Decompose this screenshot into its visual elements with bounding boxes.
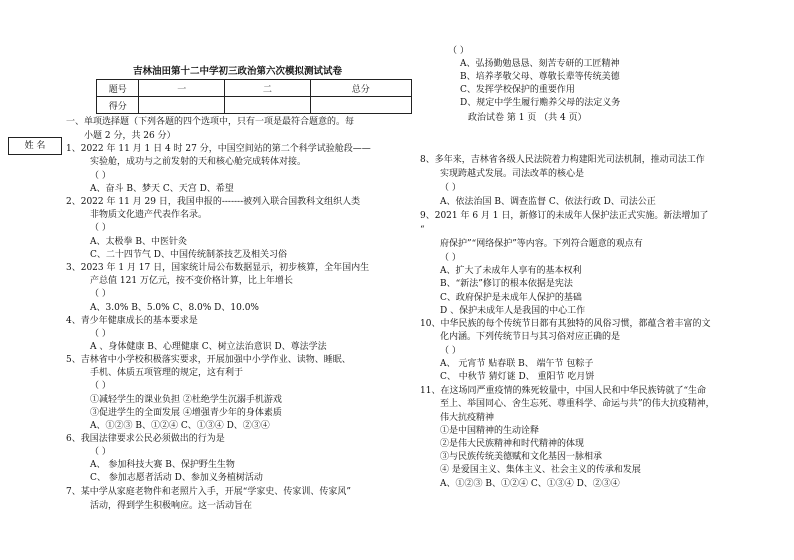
question-line: C、政府保护是未成年人保护的基础 bbox=[440, 293, 582, 303]
section-heading-cont: 小题 2 分，共 26 分） bbox=[84, 131, 176, 141]
question-line: 活动，得到学生积极响应。这一活动旨在 bbox=[90, 501, 253, 511]
question-line: A、奋斗 B、梦天 C、天宫 D、希望 bbox=[90, 184, 234, 194]
score-table-value-row bbox=[97, 97, 412, 114]
question-line: 1、2022 年 11 月 1 日 4 时 27 分，中国空间站的第二个科学试验舱段—— bbox=[66, 144, 371, 154]
question-line: 11、在这场同严重疫情的殊死较量中，中国人民和中华民族铸就了“生命 bbox=[420, 386, 707, 396]
question-line: 伟大抗疫精神 bbox=[440, 413, 495, 423]
score-cell: 一 bbox=[139, 80, 225, 97]
score-cell[interactable] bbox=[310, 97, 411, 114]
question-line: 非物质文化遗产代表作名录。 bbox=[90, 210, 208, 220]
question-line: A、弘扬勤勉恳恳、刻苦专研的工匠精神 bbox=[460, 59, 620, 69]
question-line: 政治试卷 第 1 页 （共 4 页） bbox=[468, 113, 587, 123]
question-line: （ ） bbox=[440, 346, 461, 356]
score-cell: 题号 bbox=[97, 80, 139, 97]
section-heading: 一、单项选择题（下列各题的四个选项中，只有一项是最符合题意的。每 bbox=[66, 117, 355, 127]
score-cell[interactable] bbox=[225, 97, 311, 114]
question-line: ②是伟大民族精神和时代精神的体现 bbox=[440, 439, 585, 449]
question-line: 7、某中学从家庭老物件和老照片入手，开展“学家史、传家训、传家风” bbox=[66, 487, 351, 497]
question-line: A、依法治国 B、调查监督 C、依法行政 D、司法公正 bbox=[440, 197, 656, 207]
question-line: ③与民族传统美德赋和文化基因一脉相承 bbox=[440, 452, 603, 462]
score-table-header-row bbox=[97, 80, 412, 97]
score-cell: 总分 bbox=[310, 80, 411, 97]
question-line: 8、多年来，吉林省各级人民法院着力构建阳光司法机制，推动司法工作 bbox=[420, 155, 705, 165]
question-line: （ ） bbox=[90, 171, 111, 181]
question-line: B、培养孝敬父母、尊敬长辈等传统美德 bbox=[460, 72, 620, 82]
question-line: D、规定中学生履行赡养父母的法定义务 bbox=[460, 98, 621, 108]
question-line: 3、2023 年 1 月 17 日，国家统计局公布数据显示，初步核算，全年国内生 bbox=[66, 263, 370, 273]
question-line: （ ） bbox=[90, 289, 111, 299]
question-line: ①是中国精神的生动诠释 bbox=[440, 426, 540, 436]
score-cell[interactable] bbox=[139, 97, 225, 114]
question-line: 4、青少年健康成长的基本要求是 bbox=[66, 316, 198, 326]
question-line: （ ） bbox=[90, 223, 111, 233]
question-line: B、“新法”修订的根本依据是宪法 bbox=[440, 279, 573, 289]
score-table bbox=[96, 79, 412, 114]
question-line: A 、身体健康 B、心理健康 C、树立法治意识 D、尊法学法 bbox=[90, 342, 327, 352]
question-line: A、 参加科技大赛 B、保护野生生物 bbox=[90, 460, 235, 470]
question-line: （ ） bbox=[90, 447, 111, 457]
question-line: A、太极拳 B、中医针灸 bbox=[90, 237, 187, 247]
exam-title: 吉林油田第十二中学初三政治第六次模拟测试试卷 bbox=[133, 66, 343, 77]
question-line: C、 参加志愿者活动 D、参加义务植树活动 bbox=[90, 473, 263, 483]
question-line: 实验舱，成功与之前发射的天和核心舱完成转体对接。 bbox=[90, 157, 307, 167]
question-line: 产总值 121 万亿元，按不变价格计算，比上年增长 bbox=[90, 276, 293, 286]
question-line: 府保护”“网络保护”等内容。下列符合题意的观点有 bbox=[440, 239, 643, 249]
question-line: “ bbox=[420, 225, 425, 235]
question-line: C、二十四节气 D、中国传统制茶技艺及相关习俗 bbox=[90, 250, 287, 260]
question-line: 实现跨越式发展。司法改革的核心是 bbox=[440, 169, 585, 179]
question-line: 6、我国法律要求公民必须做出的行为是 bbox=[66, 434, 225, 444]
question-line: A、①②③ B、①②④ C、①③④ D、②③④ bbox=[90, 421, 270, 431]
question-line: 手机、体质五项管理的规定，这有利于 bbox=[90, 368, 244, 378]
question-line: 至上、举国同心、舍生忘死、尊重科学、命运与共”的伟大抗疫精神， bbox=[440, 399, 715, 409]
question-line: ③促进学生的全面发展 ④增强青少年的身体素质 bbox=[90, 408, 282, 418]
question-line: ①减轻学生的课业负担 ②杜绝学生沉溺手机游戏 bbox=[90, 395, 282, 405]
question-line: （ ） bbox=[90, 329, 111, 339]
question-line: 10、中华民族的每个传统节日都有其独特的风俗习惯，都蕴含着丰富的文 bbox=[420, 319, 711, 329]
question-line: A、 元宵节 贴春联 B、 端午节 包粽子 bbox=[440, 359, 594, 369]
question-line: A、3.0% B、5.0% C、8.0% D、10.0% bbox=[90, 303, 259, 313]
score-cell: 二 bbox=[225, 80, 311, 97]
question-line: A、扩大了未成年人享有的基本权利 bbox=[440, 266, 582, 276]
name-box[interactable]: 姓 名 bbox=[8, 137, 62, 155]
question-line: 化内涵。下列传统节日与其习俗对应正确的是 bbox=[440, 332, 621, 342]
question-line: C、发挥学校保护的重要作用 bbox=[460, 85, 575, 95]
question-line: ④ 是爱国主义、集体主义、社会主义的传承和发展 bbox=[440, 465, 641, 475]
question-line: （ ） bbox=[448, 46, 469, 56]
question-line: （ ） bbox=[90, 381, 111, 391]
question-line: A、①②③ B、①②④ C、①③④ D、②③④ bbox=[440, 479, 620, 489]
question-line: C、 中秋节 猜灯谜 D、 重阳节 吃月饼 bbox=[440, 372, 595, 382]
question-line: 9、2021 年 6 月 1 日，新修订的未成年人保护法正式实施。新法增加了 bbox=[420, 211, 709, 221]
question-line: 2、2022 年 11 月 29 日，我国申报的-------被列入联合国教科文组织人类 bbox=[66, 197, 361, 207]
question-line: D 、保护未成年人是我国的中心工作 bbox=[440, 306, 586, 316]
question-line: （ ） bbox=[440, 183, 461, 193]
score-cell: 得分 bbox=[97, 97, 139, 114]
question-line: （ ） bbox=[440, 253, 461, 263]
question-line: 5、吉林省中小学校积极落实要求，开展加强中小学作业、读物、睡眠、 bbox=[66, 355, 351, 365]
